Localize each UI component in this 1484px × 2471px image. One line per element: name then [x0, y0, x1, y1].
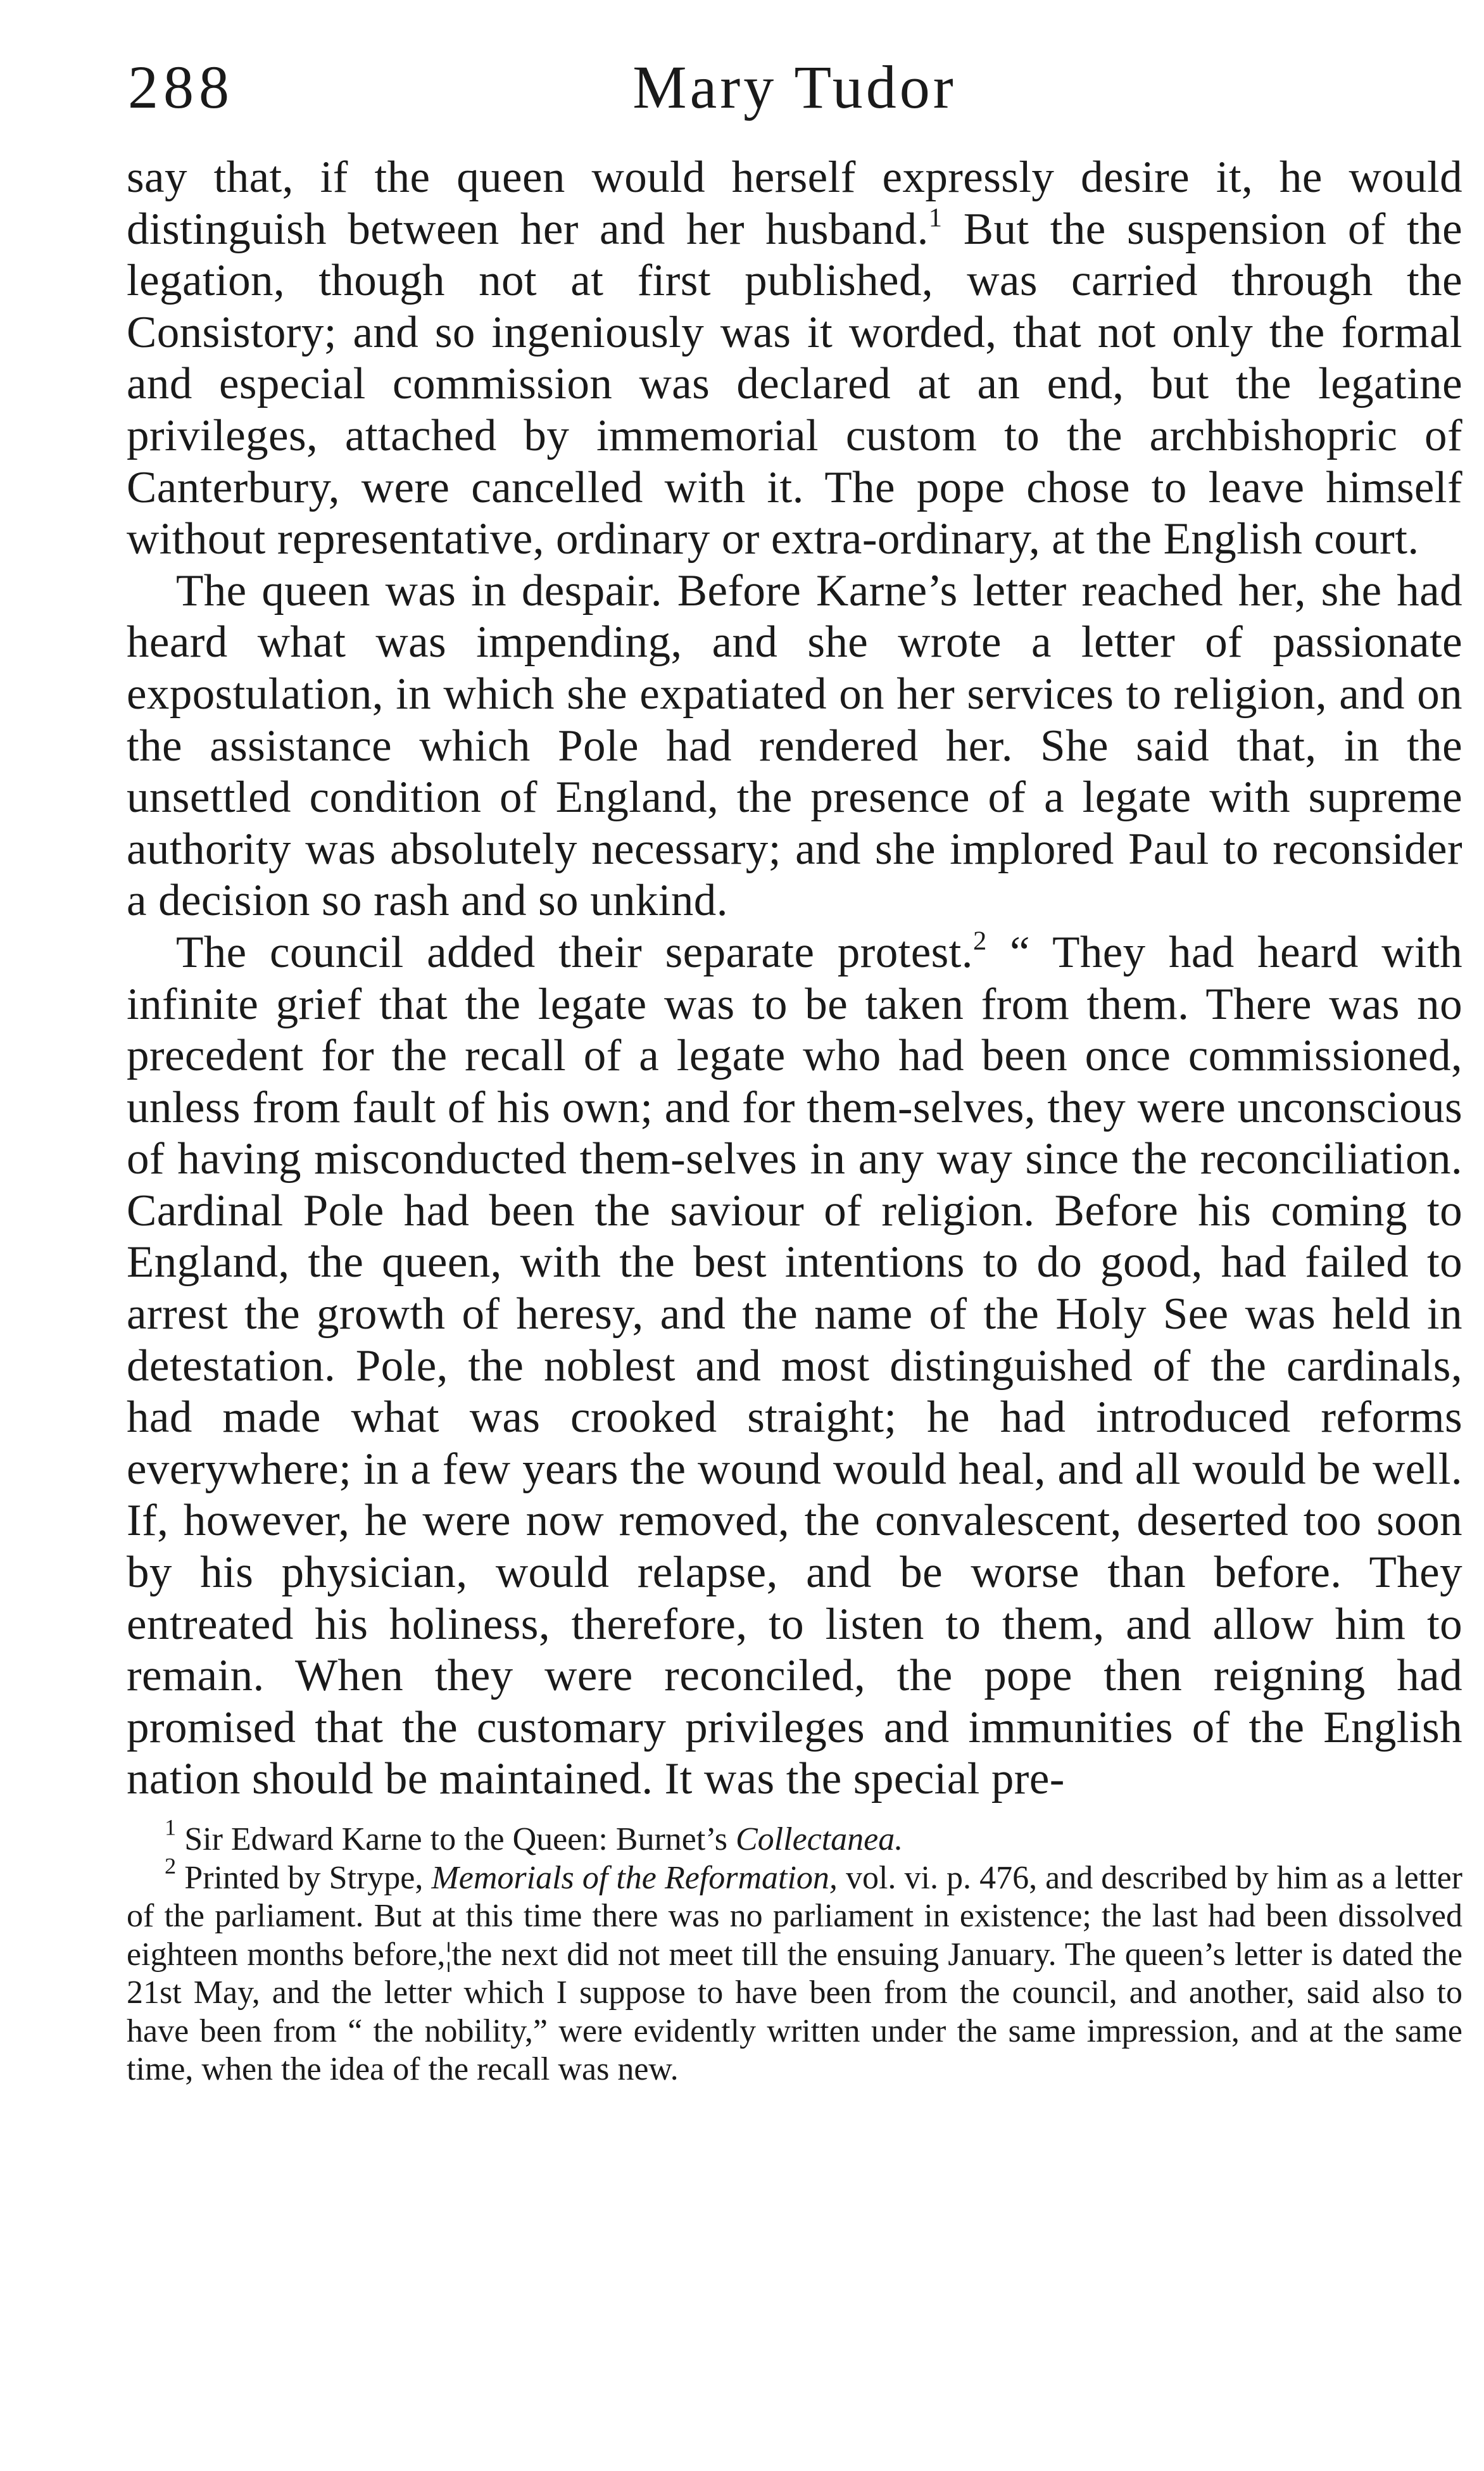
footnotes — [127, 1814, 1462, 2089]
footnote-2-text: Printed by Strype, — [176, 1859, 432, 1896]
paragraph-1-text-continued: But the suspension of the legation, though not at first published, was carried through the Consistory; and so ingeniously was it worded, that not only the formal and especial commission was declared at an end, but the legatine privileges, attached by immemorial custom to the archbishopric of Canterbury, were cancelled with it. The pope chose to leave himself without representative, ordinary or extra-ordinary, at the English court. — [127, 204, 1462, 564]
paragraph-3-text: The council added their separate protest. — [176, 927, 973, 977]
footnote-1-italic-title: Collectanea. — [735, 1821, 903, 1857]
footnote-2-italic-title: Memorials of the Reformation, — [431, 1859, 838, 1896]
footnote-1 — [127, 1814, 1462, 1859]
paragraph-1-text: say that, if the queen would herself expressly desire it, he would distinguish between her and her husband. — [127, 153, 1462, 254]
running-title: Mary Tudor — [632, 53, 957, 121]
footnote-2-mark: 2 — [165, 1852, 177, 1878]
book-page — [127, 44, 1462, 2089]
footnote-2-text-continued: vol. vi. p. 476, and described by him as a letter of the parliament. But at this time there was no parliament in existence; the last had been dissolved eighteen months before,¦the next did not meet till the ensuing January. The queen’s letter is dated the 21st May, and the letter which I suppose to have been from the council, and another, said also to have been from “ the nobility,” were evidently written under the same impression, and at the same time, when the idea of the recall was new. — [127, 1859, 1462, 2087]
footnote-ref-2: 2 — [972, 926, 987, 956]
paragraph-3 — [127, 927, 1462, 1805]
paragraph-1 — [127, 152, 1462, 566]
paragraph-3-text-continued: “ They had heard with infinite grief that the legate was to be taken from them. There was no precedent for the recall of a legate who had been once commissioned, unless from fault of his own; and for them-selves, they were unconscious of having misconducted them-selves in any way since the reconciliation. Cardinal Pole had been the saviour of religion. Before his coming to England, the queen, with the best intentions to do good, had failed to arrest the growth of heresy, and the name of the Holy See was held in detestation. Pole, the noblest and most distinguished of the cardinals, had made what was crooked straight; he had introduced reforms everywhere; in a few years the wound would heal, and all would be well. If, however, he were now removed, the convalescent, deserted too soon by his physician, would relapse, and be worse than before. They entreated his holiness, therefore, to listen to them, and allow him to remain. When they were reconciled, the pope then reigning had promised that the customary privileges and immunities of the English nation should be maintained. It was the special pre- — [127, 927, 1462, 1804]
body-text — [127, 152, 1462, 1805]
footnote-1-mark: 1 — [165, 1814, 177, 1840]
paragraph-2: The queen was in despair. Before Karne’s letter reached her, she had heard what was impending, and she wrote a letter of passionate expostulation, in which she expatiated on her services to religion, and on the assistance which Pole had rendered her. She said that, in the unsettled condition of England, the presence of a legate with supreme authority was absolutely necessary; and she implored Paul to reconsider a decision so rash and so unkind. — [127, 566, 1462, 926]
footnote-ref-1: 1 — [928, 202, 943, 232]
footnote-1-text: Sir Edward Karne to the Queen: Burnet’s — [176, 1821, 736, 1857]
page-number: 288 — [128, 53, 234, 121]
footnote-2 — [127, 1852, 1462, 2089]
page-header — [127, 44, 1462, 152]
